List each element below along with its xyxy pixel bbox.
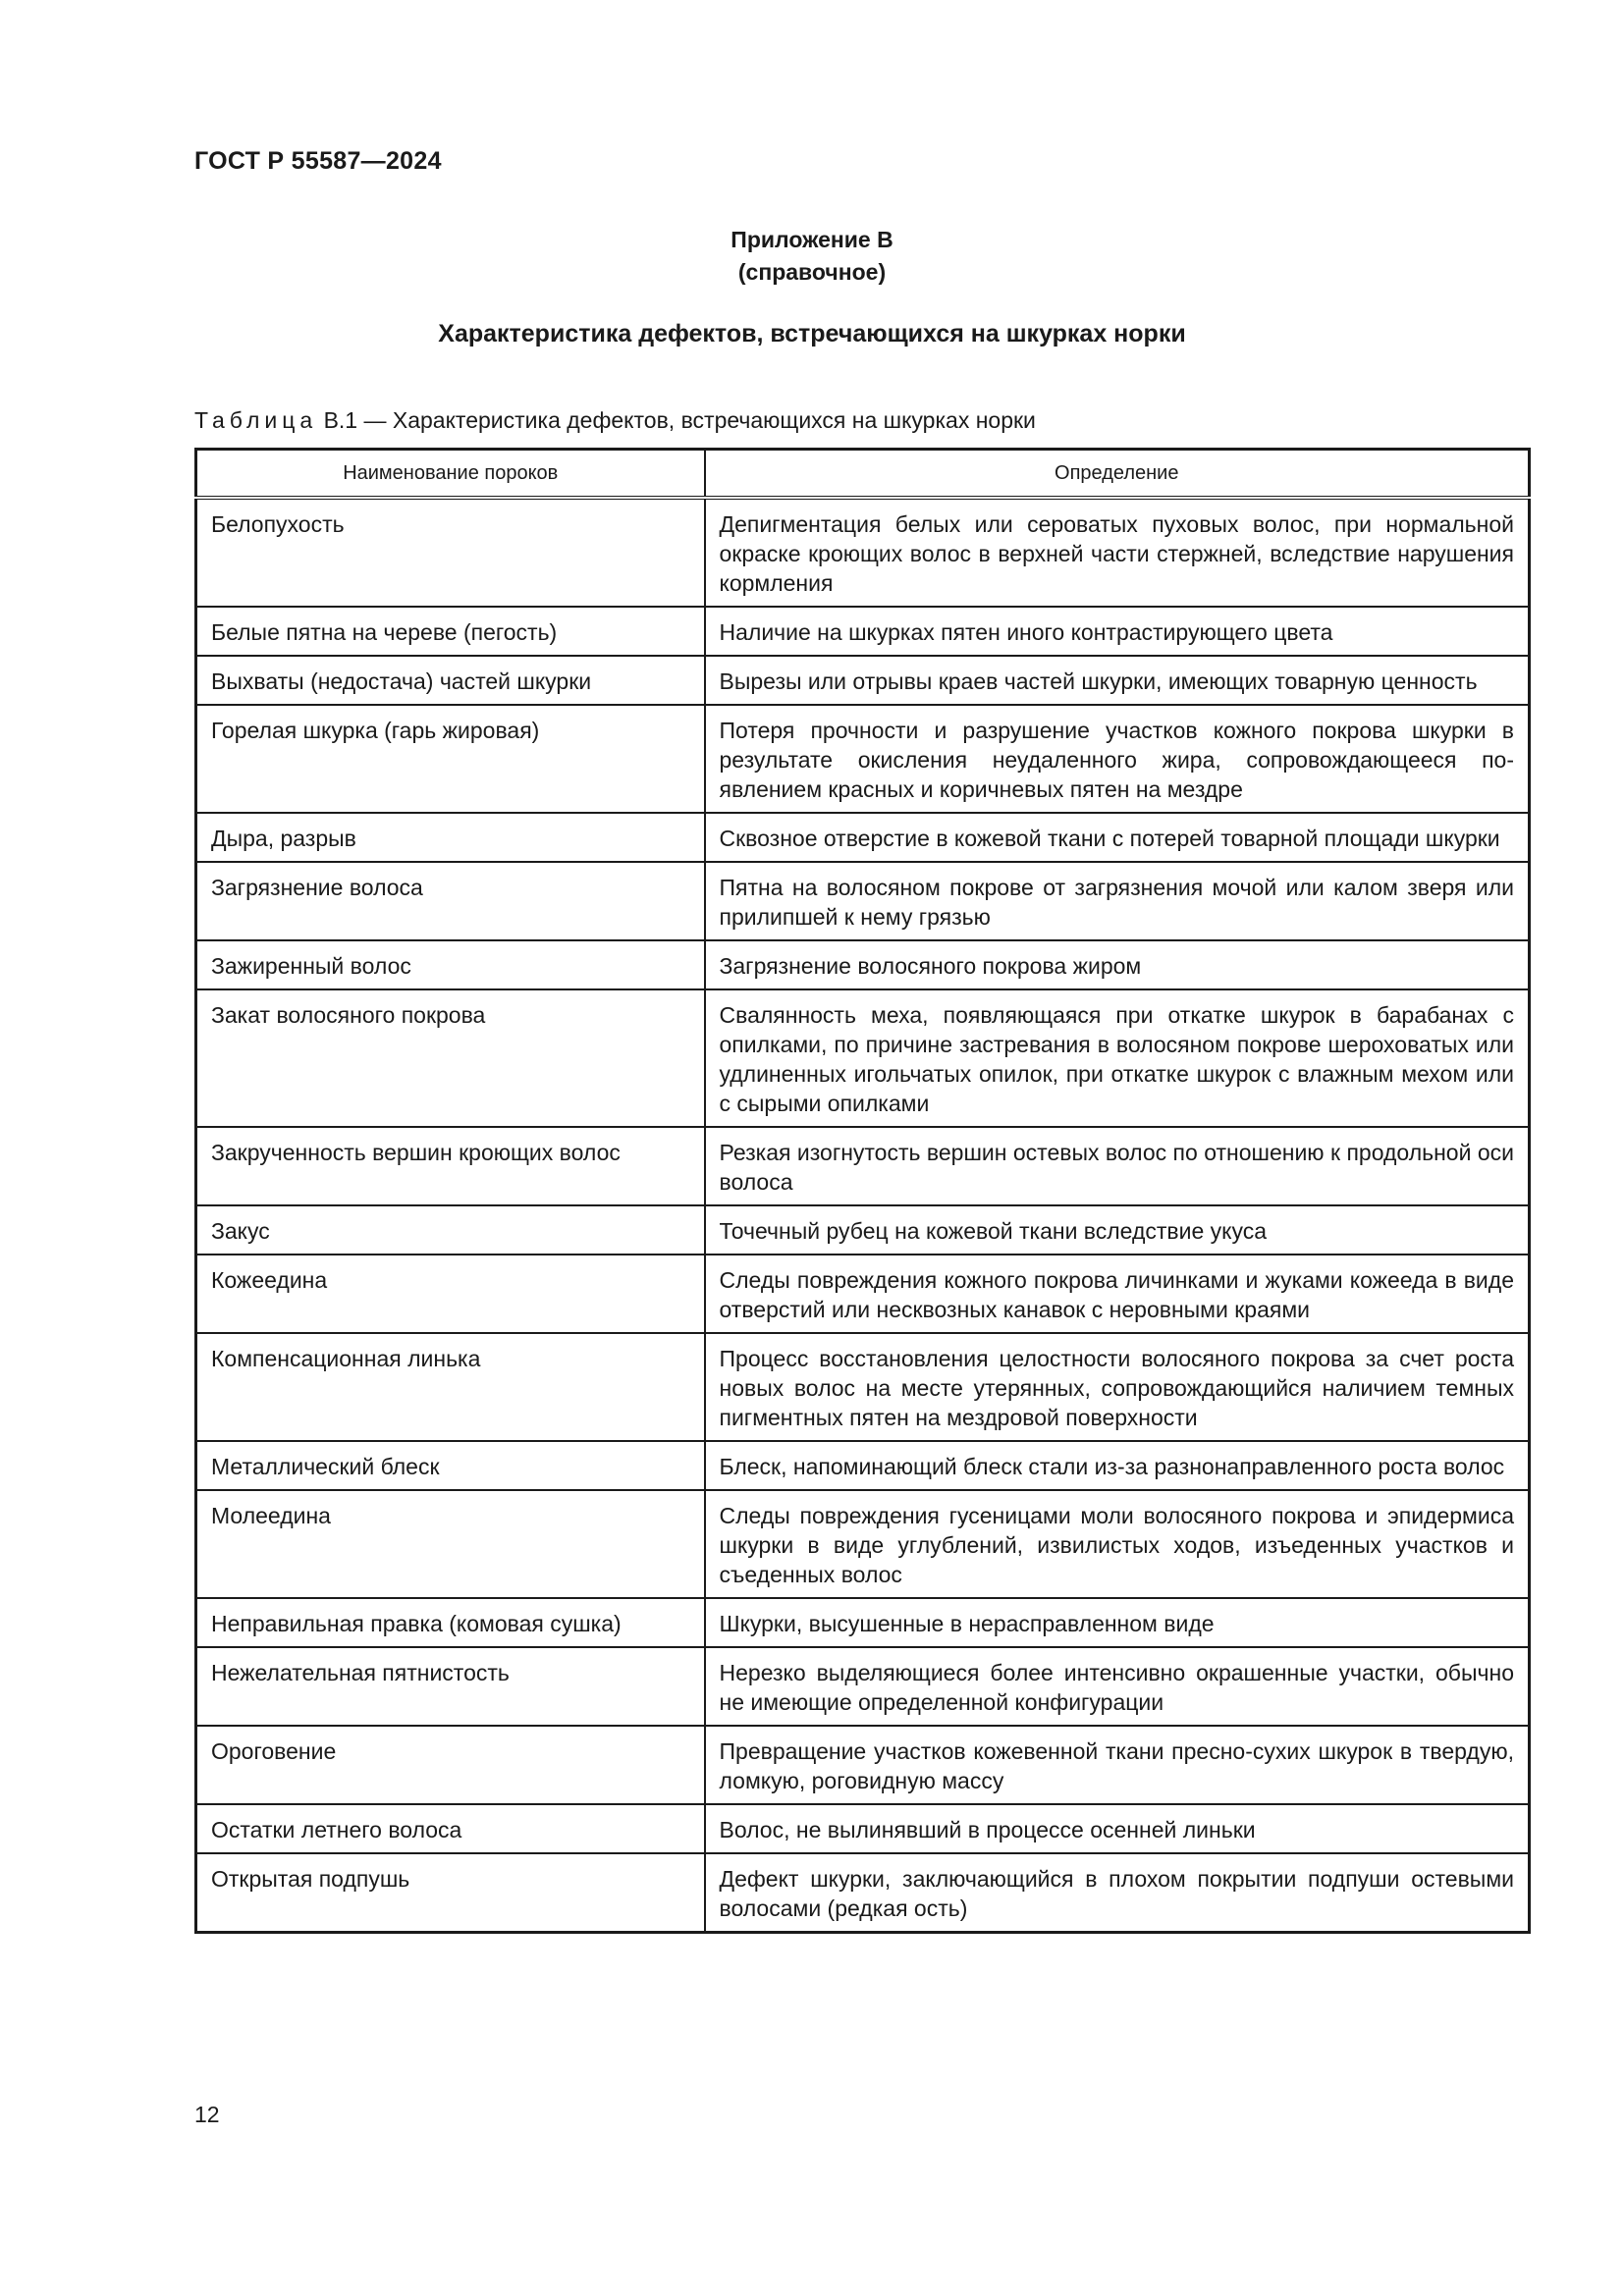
defect-name-cell: Нежелательная пятнистость [196, 1647, 705, 1726]
table-caption [194, 407, 1036, 434]
appendix-heading [0, 224, 1624, 289]
defect-name-cell: Металлический блеск [196, 1441, 705, 1490]
table-row [196, 1853, 1530, 1933]
section-title: Характеристика дефектов, встречающихся на шкурках норки [438, 320, 1186, 347]
table-row [196, 1333, 1530, 1441]
table-row [196, 1804, 1530, 1853]
table-header-row [196, 450, 1530, 499]
table-row [196, 498, 1530, 607]
table-row [196, 1255, 1530, 1333]
defect-definition-cell: Резкая изогнутость вершин остевых волос по отношению к продольной оси волоса [705, 1127, 1530, 1205]
defect-definition-cell: Блеск, напоминающий блеск стали из-за разнонаправленного роста волос [705, 1441, 1530, 1490]
table-row [196, 607, 1530, 656]
appendix-title: Приложение В [731, 227, 893, 252]
table-row [196, 940, 1530, 989]
table-row [196, 1127, 1530, 1205]
defect-definition-cell: Процесс восстановления целостности волосяного покрова за счет роста новых волос на месте утерянных, сопровождающийся наличием темных пигментных пятен на мездровой поверхности [705, 1333, 1530, 1441]
table-body [196, 498, 1530, 1933]
defect-name-cell: Белопухость [196, 498, 705, 607]
defect-definition-cell: Потеря прочности и разрушение участков кожного покрова шкурки в результате окисления неудаленного жира, сопровождающееся появлением красных и коричневых пятен на мездре [705, 705, 1530, 813]
defect-definition-cell: Нерезко выделяющиеся более интенсивно окрашенные участки, обычно не имеющие определенной конфигурации [705, 1647, 1530, 1726]
table-caption-text: В.1 — Характеристика дефектов, встречающихся на шкурках норки [317, 407, 1036, 433]
defect-definition-cell: Волос, не вылинявший в процессе осенней линьки [705, 1804, 1530, 1853]
table-row [196, 813, 1530, 862]
defect-name-cell: Загрязнение волоса [196, 862, 705, 940]
defect-name-cell: Компенсационная линька [196, 1333, 705, 1441]
defect-definition-cell: Вырезы или отрывы краев частей шкурки, имеющих товарную ценность [705, 656, 1530, 705]
defect-definition-cell: Наличие на шкурках пятен иного контрастирующего цвета [705, 607, 1530, 656]
defect-name-cell: Закус [196, 1205, 705, 1255]
document-code: ГОСТ Р 55587—2024 [194, 147, 442, 175]
defect-name-cell: Кожеедина [196, 1255, 705, 1333]
defect-name-cell: Выхваты (недостача) частей шкурки [196, 656, 705, 705]
defect-name-cell: Неправильная правка (комовая сушка) [196, 1598, 705, 1647]
table-row [196, 1726, 1530, 1804]
defect-definition-cell: Пятна на волосяном покрове от загрязнения мочой или калом зверя или прилипшей к нему грязью [705, 862, 1530, 940]
defect-name-cell: Горелая шкурка (гарь жировая) [196, 705, 705, 813]
column-header-definition: Определение [705, 450, 1530, 499]
defect-definition-cell: Загрязнение волосяного покрова жиром [705, 940, 1530, 989]
defect-name-cell: Ороговение [196, 1726, 705, 1804]
defect-name-cell: Закрученность вершин кроющих волос [196, 1127, 705, 1205]
table-caption-label: Таблица [194, 407, 318, 433]
defect-name-cell: Закат волосяного покрова [196, 989, 705, 1127]
defect-name-cell: Молеедина [196, 1490, 705, 1598]
table-row [196, 1598, 1530, 1647]
table-row [196, 862, 1530, 940]
table-row [196, 1205, 1530, 1255]
defect-definition-cell: Шкурки, высушенные в нерасправленном виде [705, 1598, 1530, 1647]
table-row [196, 989, 1530, 1127]
defect-name-cell: Зажиренный волос [196, 940, 705, 989]
defect-definition-cell: Дефект шкурки, заключающийся в плохом покрытии подпуши остевыми волосами (редкая ость) [705, 1853, 1530, 1933]
defect-name-cell: Белые пятна на череве (пегость) [196, 607, 705, 656]
table-row [196, 656, 1530, 705]
table-row [196, 1441, 1530, 1490]
defect-name-cell: Открытая подпушь [196, 1853, 705, 1933]
defect-definition-cell: Превращение участков кожевенной ткани пресно-сухих шкурок в твердую, ломкую, роговидную массу [705, 1726, 1530, 1804]
appendix-subtitle: (справочное) [737, 259, 887, 285]
defect-name-cell: Остатки летнего волоса [196, 1804, 705, 1853]
defect-definition-cell: Точечный рубец на кожевой ткани вследствие укуса [705, 1205, 1530, 1255]
column-header-name: Наименование пороков [196, 450, 705, 499]
defect-definition-cell: Депигментация белых или сероватых пуховых волос, при нормальной окраске кроющих волос в верхней части стержней, вследствие нарушения кормления [705, 498, 1530, 607]
defect-definition-cell: Свалянность меха, появляющаяся при откатке шкурок в барабанах с опилками, по причине застревания в волосяном покрове шероховатых или удлиненных игольчатых опилок, при откатке шкурок с влажным мехом или с сырыми опилками [705, 989, 1530, 1127]
defect-definition-cell: Сквозное отверстие в кожевой ткани с потерей товарной площади шкурки [705, 813, 1530, 862]
table-row [196, 1647, 1530, 1726]
table-row [196, 1490, 1530, 1598]
defect-definition-cell: Следы повреждения кожного покрова личинками и жуками кожееда в виде отверстий или несквозных канавок с неровными краями [705, 1255, 1530, 1333]
defect-name-cell: Дыра, разрыв [196, 813, 705, 862]
table-row [196, 705, 1530, 813]
page-number: 12 [194, 2102, 220, 2127]
defects-table [194, 448, 1531, 1934]
defect-definition-cell: Следы повреждения гусеницами моли волосяного покрова и эпидермиса шкурки в виде углублений, извилистых ходов, изъеденных участков и съеденных волос [705, 1490, 1530, 1598]
